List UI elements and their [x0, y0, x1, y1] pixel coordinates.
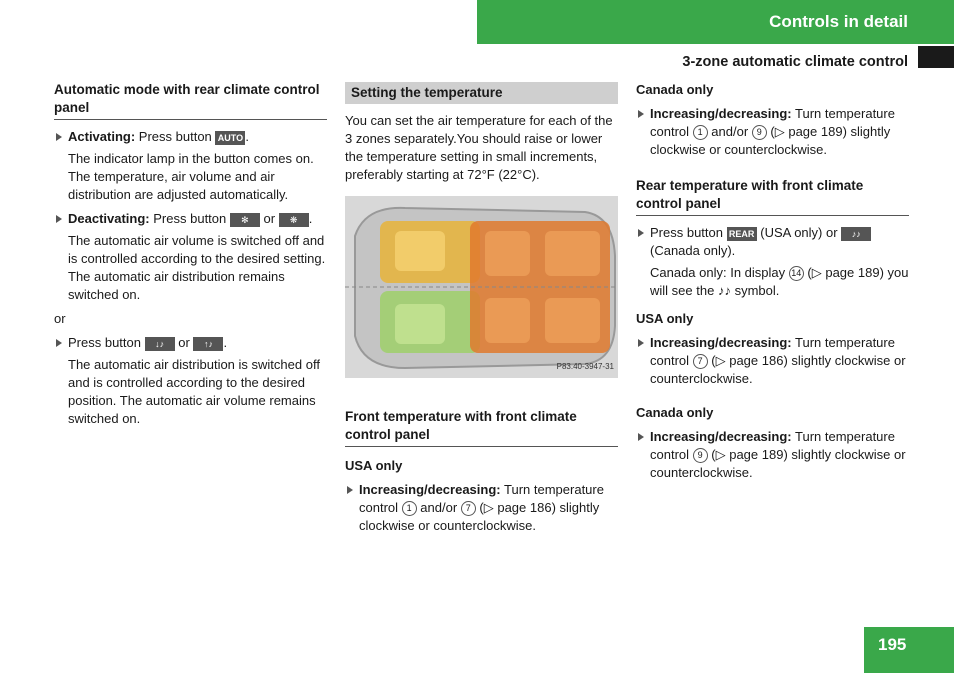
- andor-text: and/or: [711, 124, 749, 139]
- inc3-a: Turn temperature control: [650, 429, 895, 462]
- usa-inc-step: [636, 334, 909, 388]
- usa-only-label-2: USA only: [636, 311, 694, 326]
- display-14-marker: 14: [789, 266, 804, 281]
- inc-label: Increasing/decreasing:: [359, 482, 501, 497]
- column-3: [636, 81, 909, 486]
- figure-caption: P83.40-3947-31: [556, 362, 614, 371]
- airflow-step: Press button ↓♪ or ↑♪ .: [54, 334, 327, 352]
- inc-text-a: Turn temperature control: [359, 482, 604, 515]
- activating-step: Activating: Press button AUTO .: [54, 128, 327, 146]
- column-1: [54, 81, 327, 434]
- canada-paren: (Canada only).: [650, 243, 736, 258]
- section-title: Controls in detail: [769, 12, 908, 31]
- display-text-c: symbol.: [734, 283, 780, 298]
- canada-inc-step-1: [636, 105, 909, 159]
- or-text: or: [263, 211, 276, 226]
- subsection-title: 3-zone automatic climate control: [682, 54, 908, 70]
- or-text-2: or: [178, 335, 190, 350]
- vehicle-top-view-illustration: [345, 196, 618, 378]
- airflow-desc: The automatic air distribution is switched off and is controlled according to the desired position. The automatic air volume remains switched on.: [68, 357, 320, 426]
- rear-airflow-button-icon: ♪♪: [841, 227, 871, 241]
- front-temp-title: Front temperature with front climate control panel: [345, 408, 618, 447]
- inc2-b: (▷ page 186) slightly clockwise or counterclockwise.: [650, 353, 906, 386]
- andor-text: and/or: [420, 500, 458, 515]
- page-number-box: [864, 627, 954, 673]
- deactivating-label: Deactivating:: [68, 211, 150, 226]
- header-bar: [477, 0, 954, 44]
- control-7-marker: 7: [693, 354, 708, 369]
- inc1-b: (▷ page 189) slightly clockwise or counterclockwise.: [650, 124, 891, 157]
- control-9-marker: 9: [752, 125, 767, 140]
- canada-inc-step-2: [636, 428, 909, 482]
- airflow-down-button-icon: ↓♪: [145, 337, 175, 351]
- usa-paren: (USA only) or: [760, 225, 838, 240]
- col1-title: Automatic mode with rear climate control panel: [54, 81, 327, 120]
- vehicle-zones-figure: [345, 196, 618, 378]
- control-1-marker: 1: [693, 125, 708, 140]
- rear-button-icon: REAR: [727, 227, 757, 241]
- usa-only-label: USA only: [345, 458, 403, 473]
- inc1-a: Turn temperature control: [650, 106, 895, 139]
- deactivating-step: Deactivating: Press button ✻ or ❋ .: [54, 210, 327, 228]
- inc-text-b: (▷ page 186) slightly clockwise or counterclockwise.: [359, 500, 600, 533]
- activating-label: Activating:: [68, 129, 136, 144]
- auto-button-icon: AUTO: [215, 131, 245, 145]
- deactivating-desc: The automatic air volume is switched off and is controlled according to the desired setting. The automatic air distribution remains switched on.: [68, 233, 326, 302]
- press-text: Press button: [650, 225, 723, 240]
- rear-press-step: [636, 224, 909, 260]
- black-tab-marker: [918, 46, 954, 68]
- press-text: Press button: [68, 335, 141, 350]
- fan-button-icon: ✻: [230, 213, 260, 227]
- inc2-a: Turn temperature control: [650, 335, 895, 368]
- setting-temp-intro: You can set the air temperature for each of the 3 zones separately.You should raise or lower the temperature setting in small increments, preferably starting at 72°F (22°C).: [345, 113, 613, 182]
- inc-label-1: Increasing/decreasing:: [650, 106, 792, 121]
- control-7-marker: 7: [461, 501, 476, 516]
- setting-temp-title: Setting the temperature: [345, 82, 618, 104]
- canada-only-label-1: Canada only: [636, 82, 714, 97]
- front-inc-step: [345, 481, 618, 535]
- control-9-marker: 9: [693, 448, 708, 463]
- fan-max-button-icon: ❋: [279, 213, 309, 227]
- inc-label-2: Increasing/decreasing:: [650, 335, 792, 350]
- inc3-b: (▷ page 189) slightly clockwise or counterclockwise.: [650, 447, 906, 480]
- display-text-b: (▷ page 189) you will see the: [650, 265, 909, 298]
- deactivating-text: Press button: [153, 211, 227, 226]
- airflow-up-button-icon: ↑♪: [193, 337, 223, 351]
- or-line: or: [54, 311, 66, 326]
- canada-only-label-2: Canada only: [636, 405, 714, 420]
- page-number: 195: [878, 635, 907, 654]
- activating-text: Press button: [138, 129, 212, 144]
- rear-airflow-symbol-icon: ♪♪: [717, 283, 731, 298]
- column-2: [345, 82, 618, 539]
- activating-desc: The indicator lamp in the button comes on. The temperature, air volume and air distribution are adjusted automatically.: [68, 151, 314, 202]
- display-note: [636, 264, 909, 300]
- rear-temp-title: Rear temperature with front climate control panel: [636, 177, 909, 216]
- control-1-marker: 1: [402, 501, 417, 516]
- display-text-a: Canada only: In display: [650, 265, 786, 280]
- inc-label-3: Increasing/decreasing:: [650, 429, 792, 444]
